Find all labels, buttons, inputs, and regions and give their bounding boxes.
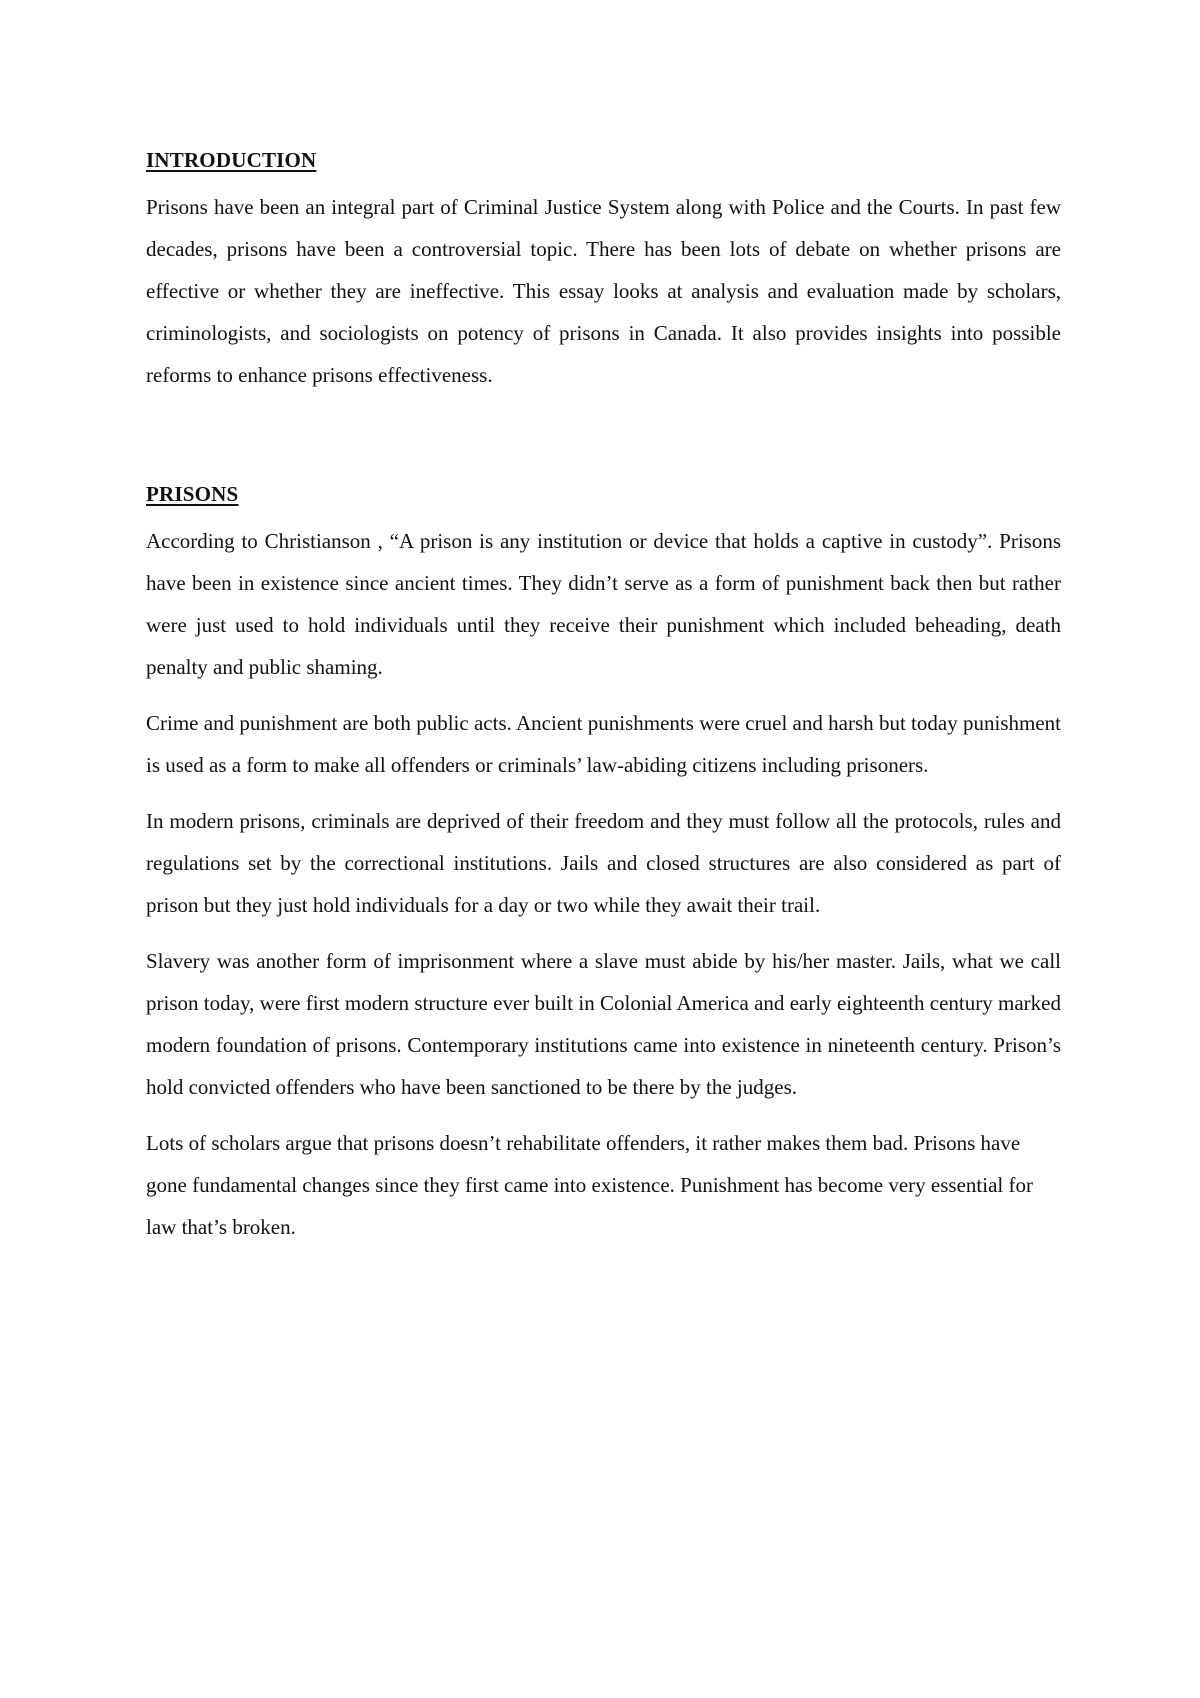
- paragraph: Prisons have been an integral part of Criminal Justice System along with Police and the Courts. In past few decades, prisons have been a controversial topic. There has been lots of debate on whether prisons are effective or whether they are ineffective. This essay looks at analysis and evaluation made by scholars, criminologists, and sociologists on potency of prisons in Canada. It also provides insights into possible reforms to enhance prisons effectiveness.: [146, 195, 1061, 387]
- section-introduction: [146, 144, 1061, 396]
- section-heading: INTRODUCTION: [146, 148, 317, 172]
- paragraph: In modern prisons, criminals are deprived of their freedom and they must follow all the protocols, rules and regulations set by the correctional institutions. Jails and closed structures are also considered as part of prison but they just hold individuals for a day or two while they await their trail.: [146, 809, 1061, 917]
- paragraph: Slavery was another form of imprisonment where a slave must abide by his/her master. Jails, what we call prison today, were first modern structure ever built in Colonial America and early eighteenth century marked modern foundation of prisons. Contemporary institutions came into existence in nineteenth century. Prison’s hold convicted offenders who have been sanctioned to be there by the judges.: [146, 949, 1061, 1099]
- section-prisons: [146, 478, 1061, 1248]
- section-spacer: [146, 410, 1061, 478]
- document-body: [146, 144, 1061, 1262]
- paragraph: Crime and punishment are both public acts. Ancient punishments were cruel and harsh but today punishment is used as a form to make all offenders or criminals’ law-abiding citizens including prisoners.: [146, 711, 1061, 777]
- paragraph: According to Christianson , “A prison is any institution or device that holds a captive in custody”. Prisons have been in existence since ancient times. They didn’t serve as a form of punishment back then but rather were just used to hold individuals until they receive their punishment which included beheading, death penalty and public shaming.: [146, 529, 1061, 679]
- paragraph: Lots of scholars argue that prisons doesn’t rehabilitate offenders, it rather makes them bad. Prisons have gone fundamental changes since they first came into existence. Punishment has become very essential for law that’s broken.: [146, 1131, 1033, 1239]
- section-heading: PRISONS: [146, 482, 239, 506]
